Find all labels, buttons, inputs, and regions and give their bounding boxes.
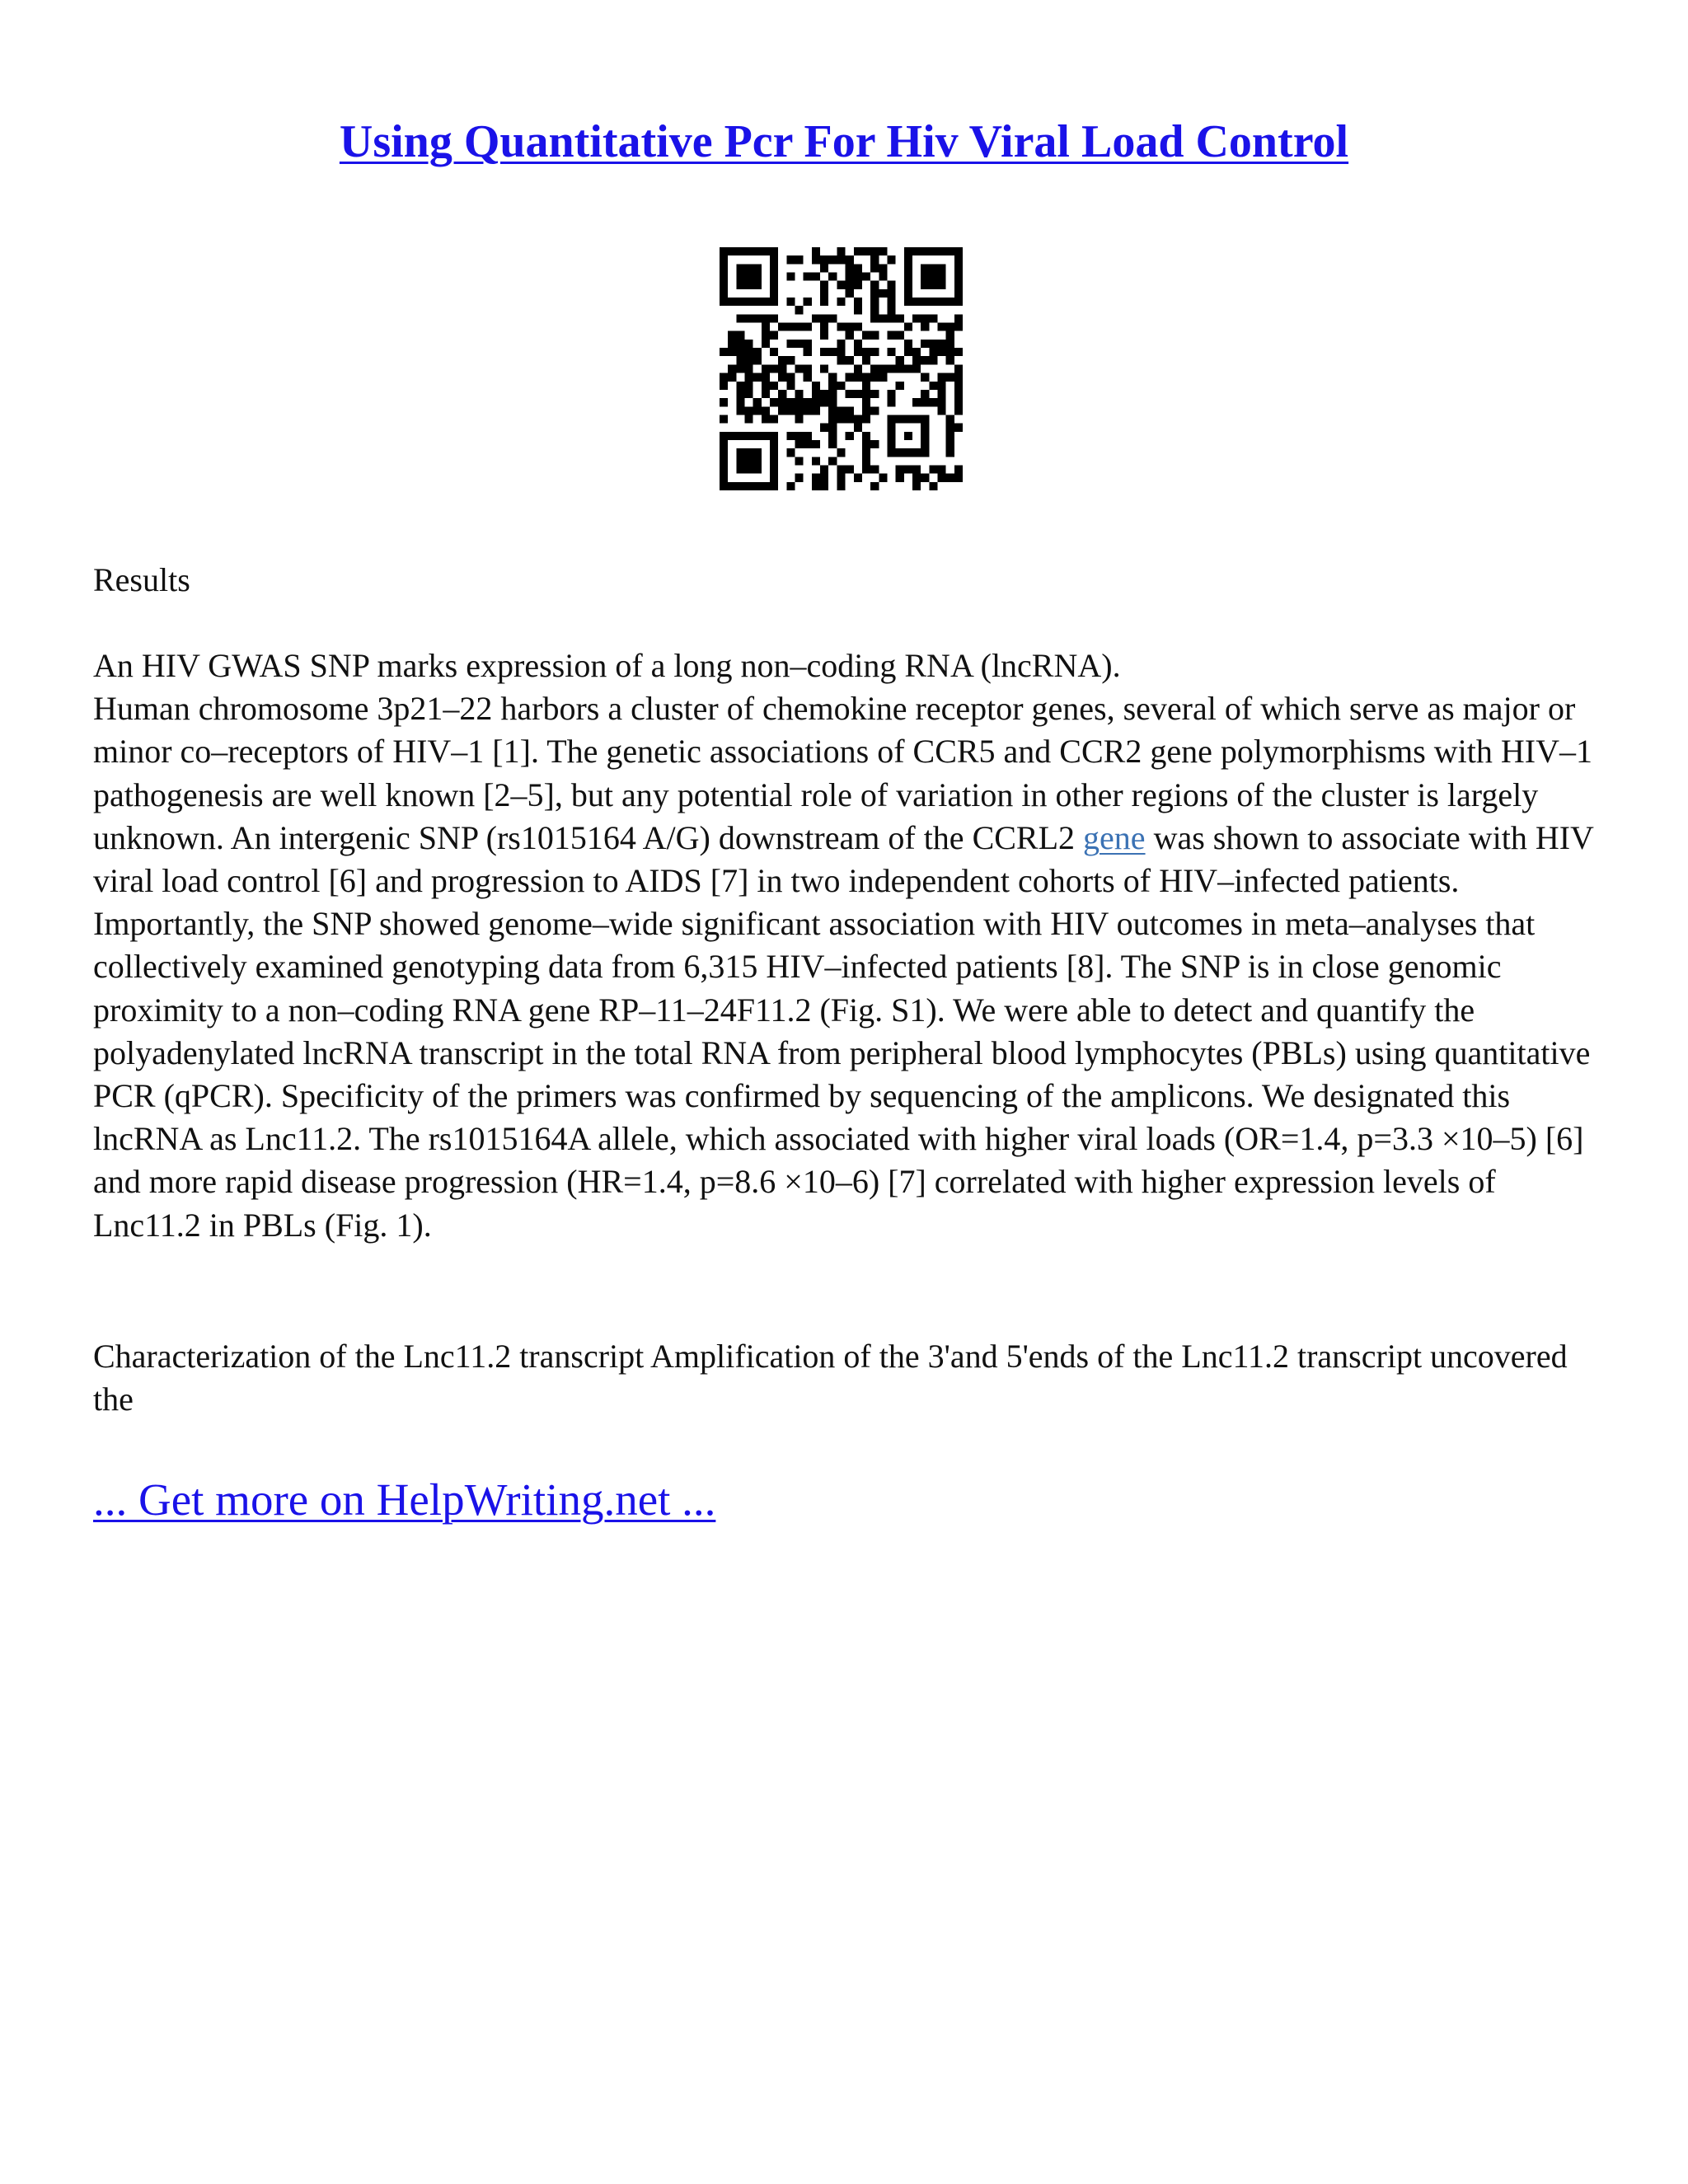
characterization-paragraph: Characterization of the Lnc11.2 transcript Amplification of the 3'and 5'ends of the Lnc11.2 transcript uncovered the	[93, 1338, 1568, 1418]
get-more-link[interactable]: ... Get more on HelpWriting.net ...	[93, 1474, 716, 1525]
results-subheading: An HIV GWAS SNP marks expression of a long non–coding RNA (lncRNA).	[93, 647, 1121, 684]
paragraph-text-end: was shown to associate with HIV viral load control [6] and progression to AIDS [7] in two independent cohorts of HIV–infected patients. Importantly, the SNP showed genome–wide significant association with HIV outcomes in meta–analyses that collectively examined genotyping data from 6,315 HIV–infected patients [8]. The SNP is in close genomic proximity to a non–coding RNA gene RP–11–24F11.2 (Fig. S1). We were able to detect and quantify the polyadenylated lncRNA transcript in the total RNA from peripheral blood lymphocytes (PBLs) using quantitative PCR (qPCR). Specificity of the primers was confirmed by sequencing of the amplicons. We designated this lncRNA as Lnc11.2. The rs1015164A allele, which associated with higher viral loads (OR=1.4, p=3.3 ×10–5) [6] and more rapid disease progression (HR=1.4, p=8.6 ×10–6) [7] correlated with higher expression levels of Lnc11.2 in PBLs (Fig. 1).	[93, 818, 1594, 1244]
gene-link[interactable]: gene	[1083, 818, 1146, 856]
document-title-link[interactable]: Using Quantitative Pcr For Hiv Viral Load Control	[339, 116, 1349, 167]
title-container	[0, 114, 1688, 170]
results-paragraph	[93, 644, 1601, 1247]
qr-code-icon	[720, 247, 963, 490]
section-heading: Results	[93, 561, 190, 598]
paragraph-text-start: Human chromosome 3p21–22 harbors a cluster of chemokine receptor genes, several of which serve as major or minor co–receptors of HIV–1 [1]. The genetic associations of CCR5 and CCR2 gene polymorphisms with HIV–1 pathogenesis are well known [2–5], but any potential role of variation in other regions of the cluster is largely unknown. An intergenic SNP (rs1015164 A/G) downstream of the CCRL2	[93, 690, 1592, 856]
